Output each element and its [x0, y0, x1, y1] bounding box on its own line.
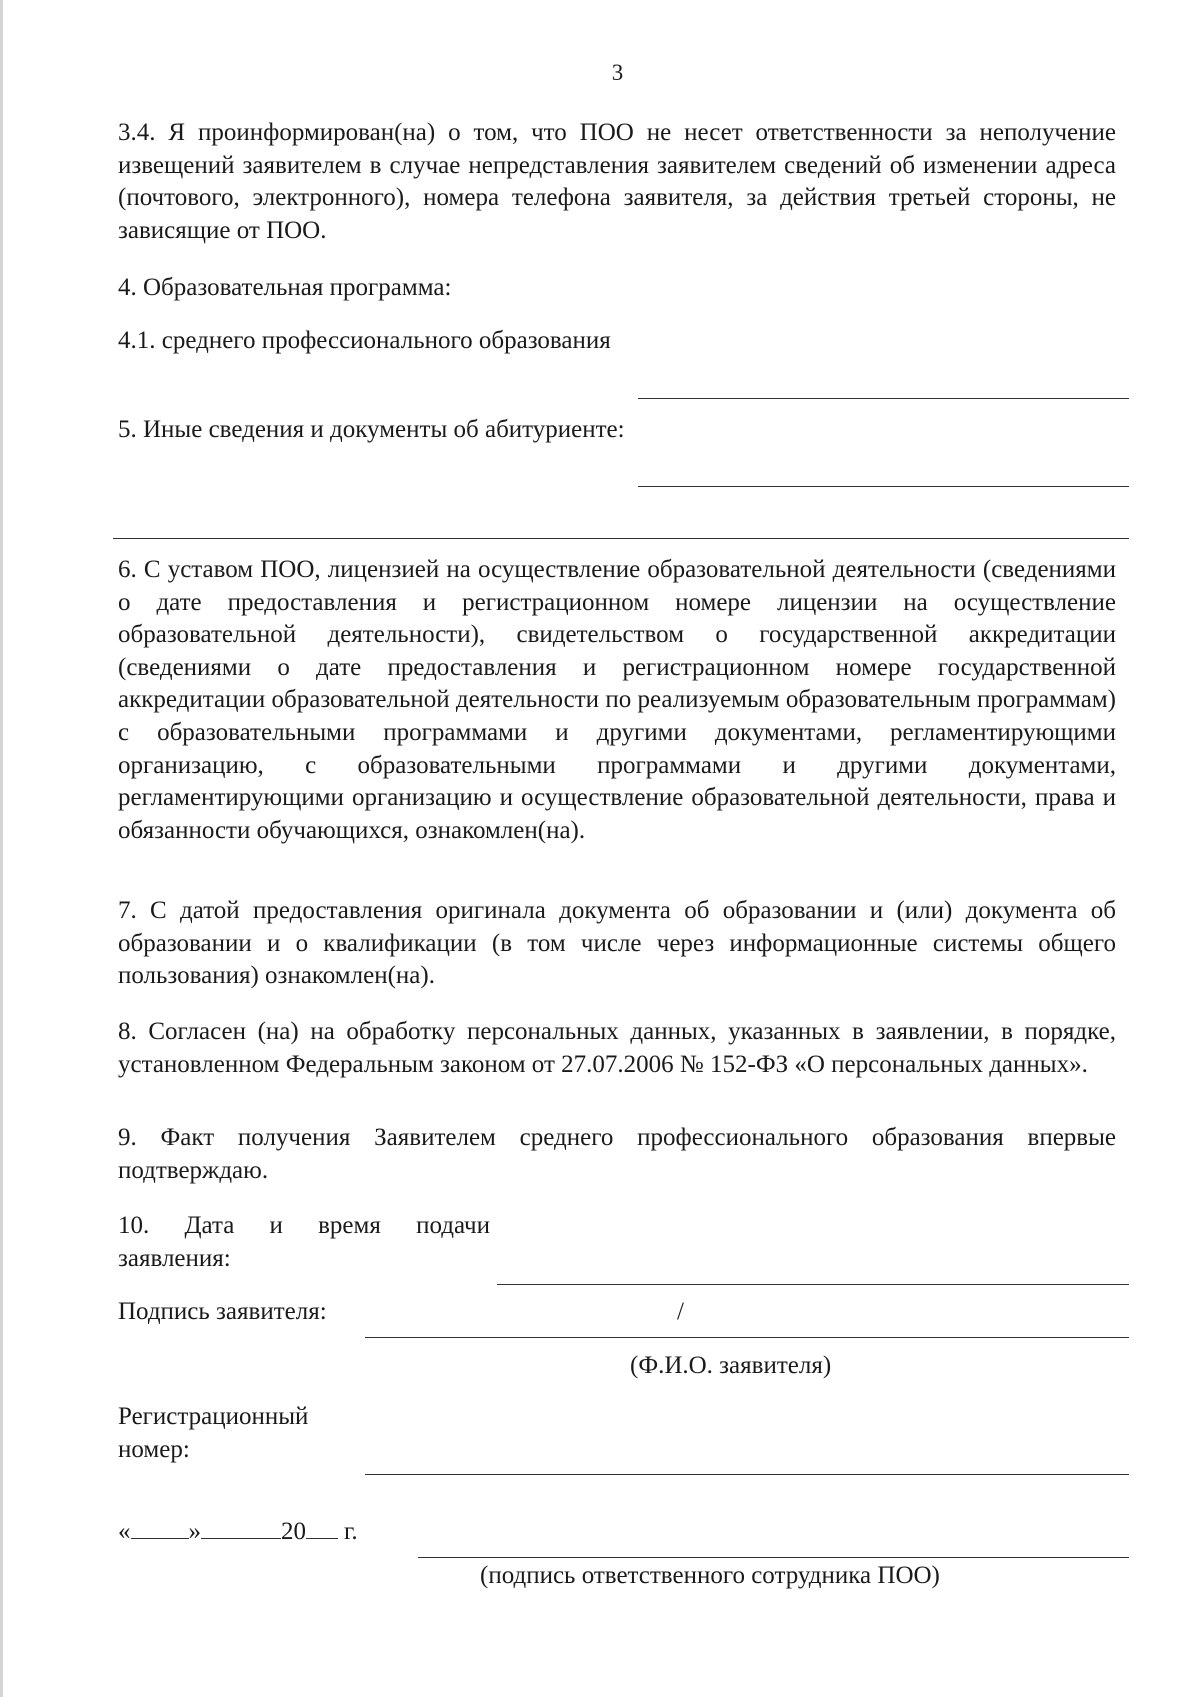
- signature-label: Подпись заявителя:: [118, 1298, 327, 1325]
- signature-field-line[interactable]: [365, 1337, 1129, 1338]
- date-line: [118, 1514, 358, 1548]
- page-number: 3: [611, 60, 624, 85]
- month-field[interactable]: [201, 1514, 281, 1539]
- fio-caption: (Ф.И.О. заявителя): [630, 1352, 832, 1379]
- staff-signature-caption: (подпись ответственного сотрудника ПОО): [480, 1562, 940, 1589]
- paragraph-4-heading: 4. Образовательная программа:: [118, 274, 452, 301]
- applicant-info-field-line[interactable]: [638, 486, 1129, 487]
- year-field[interactable]: [306, 1514, 338, 1539]
- applicant-info-field-line-2[interactable]: [113, 538, 1129, 539]
- date-close-quote: »: [188, 1518, 201, 1545]
- year-suffix: г.: [344, 1518, 358, 1545]
- year-prefix: 20: [281, 1518, 306, 1545]
- paragraph-5: 5. Иные сведения и документы об абитуриенте:: [118, 416, 625, 443]
- paragraph-6: 6. С уставом ПОО, лицензией на осуществление образовательной деятельности (сведениями о дате предоставления и регистрационном номере лицензии на осуществление образовательной деятельности), свидетельством о государственной аккредитации (сведениями о дате предоставления и регистрационном номере государственной аккредитации образовательной деятельности по реализуемым образовательным программам) с образовательными программами и другими документами, регламентирующими организацию, с образовательными программами и другими документами, регламентирующими организацию и осуществление образовательной деятельности, права и обязанности обучающихся, ознакомлен(на).: [118, 556, 1116, 844]
- registration-number-field-line[interactable]: [365, 1474, 1129, 1475]
- staff-signature-field-line[interactable]: [418, 1557, 1129, 1558]
- signature-slash: /: [677, 1298, 684, 1325]
- paragraph-9: 9. Факт получения Заявителем среднего профессионального образования впервые подтверждаю.: [118, 1124, 1116, 1184]
- registration-number-label: Регистрационный номер:: [118, 1403, 309, 1463]
- date-open-quote: «: [118, 1518, 131, 1545]
- paragraph-4-1: 4.1. среднего профессионального образования: [118, 327, 611, 354]
- paragraph-3-4: 3.4. Я проинформирован(на) о том, что ПОО не несет ответственности за неполучение извещений заявителем в случае непредставления заявителем сведений об изменении адреса (почтового, электронного), номера телефона заявителя, за действия третьей стороны, не зависящие от ПОО.: [118, 119, 1116, 244]
- paragraph-7: 7. С датой предоставления оригинала документа об образовании и (или) документа об образовании и о квалификации (в том числе через информационные системы общего пользования) ознакомлен(на).: [118, 897, 1116, 990]
- paragraph-10: 10. Дата и время подачи заявления:: [118, 1212, 490, 1272]
- day-field[interactable]: [131, 1514, 189, 1539]
- paragraph-8: 8. Согласен (на) на обработку персональных данных, указанных в заявлении, в порядке, установленном Федеральным законом от 27.07.2006 № 152-ФЗ «О персональных данных».: [118, 1018, 1116, 1078]
- page-edge: [0, 0, 3, 1697]
- submission-datetime-field-line[interactable]: [497, 1284, 1129, 1285]
- program-field-line[interactable]: [638, 398, 1129, 399]
